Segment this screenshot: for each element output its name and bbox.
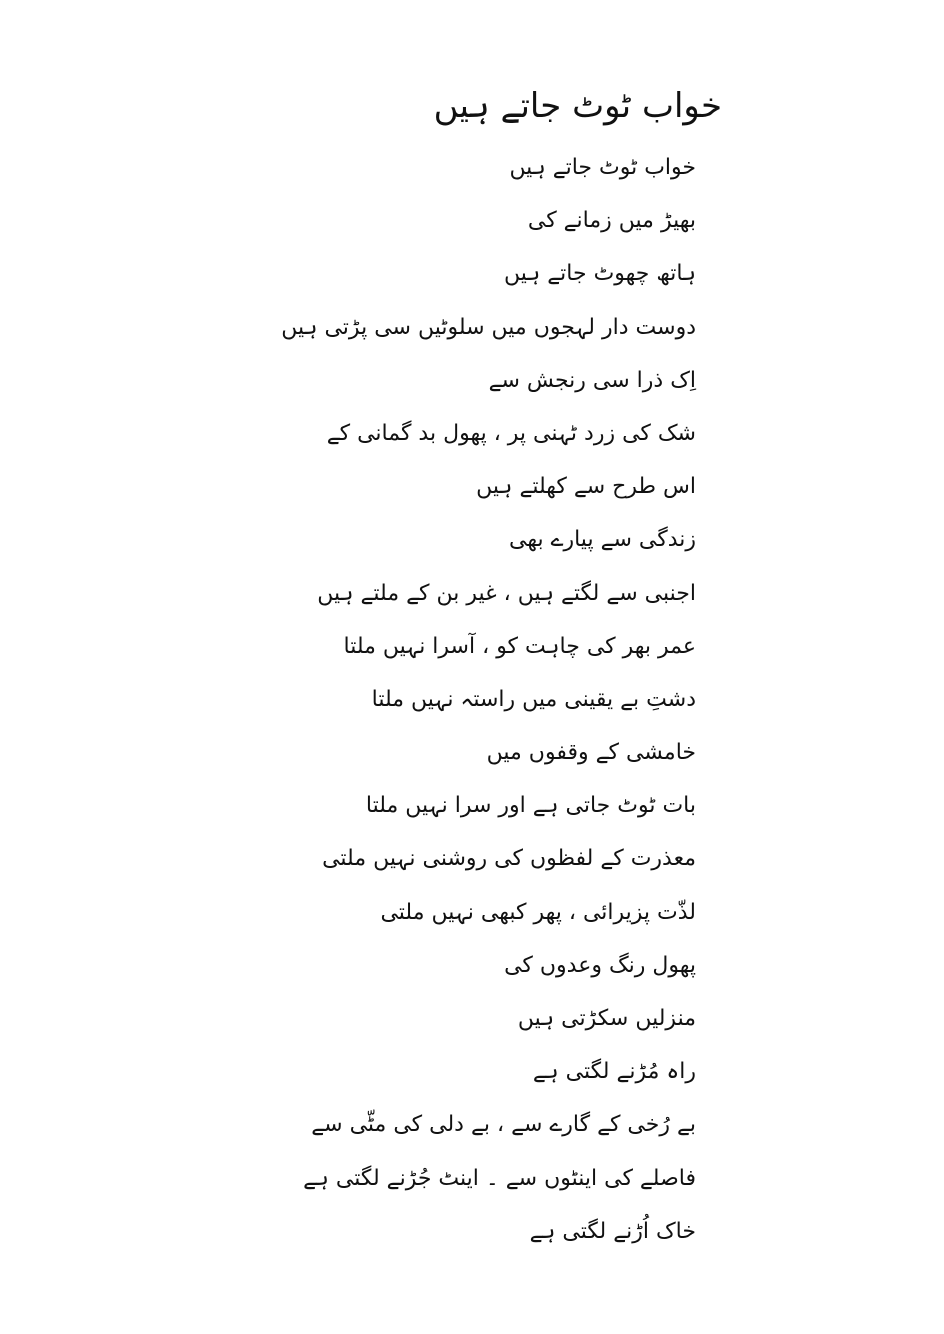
- poem-line: دوست دار لہجوں میں سلوٹیں سی پڑتی ہیں: [281, 314, 696, 340]
- poem-line: لذّت پزیرائی ، پھر کبھی نہیں ملتی: [380, 899, 696, 925]
- poem-line: پھول رنگ وعدوں کی: [504, 952, 696, 978]
- poem-line: خاک اُڑنے لگتی ہے: [529, 1218, 696, 1244]
- poem-line: بھیڑ میں زمانے کی: [527, 208, 696, 234]
- poem-line: اِک ذرا سی رنجش سے: [488, 367, 696, 393]
- poem-line: ہاتھ چھوٹ جاتے ہیں: [503, 261, 696, 287]
- poem-line: خواب ٹوٹ جاتے ہیں: [509, 155, 696, 180]
- poem-line: عمر بھر کی چاہت کو ، آسرا نہیں ملتا: [343, 633, 696, 659]
- poem-line: اجنبی سے لگتے ہیں ، غیر بن کے ملتے ہیں: [317, 580, 696, 606]
- poem-line: بے رُخی کے گارے سے ، بے دلی کی مٹّی سے: [311, 1112, 696, 1138]
- poem-body: [136, 141, 696, 1258]
- poem-line: زندگی سے پیارے بھی: [509, 527, 696, 553]
- poem-title: خواب ٹوٹ جاتے ہیں: [433, 86, 722, 126]
- poem-line: معذرت کے لفظوں کی روشنی نہیں ملتی: [322, 846, 696, 872]
- poem-line: خامشی کے وقفوں میں: [486, 740, 696, 766]
- poem-line: فاصلے کی اینٹوں سے ۔ اینٹ جُڑنے لگتی ہے: [303, 1165, 696, 1191]
- poem-line: راہ مُڑنے لگتی ہے: [532, 1059, 696, 1085]
- poem-line: بات ٹوٹ جاتی ہے اور سرا نہیں ملتا: [365, 793, 696, 819]
- poem-line: اس طرح سے کھلتے ہیں: [476, 474, 696, 500]
- poem-line: منزلیں سکڑتی ہیں: [517, 1006, 696, 1031]
- poem-line: دشتِ بے یقینی میں راستہ نہیں ملتا: [371, 686, 696, 712]
- poem-line: شک کی زرد ٹہنی پر ، پھول بد گمانی کے: [326, 420, 696, 446]
